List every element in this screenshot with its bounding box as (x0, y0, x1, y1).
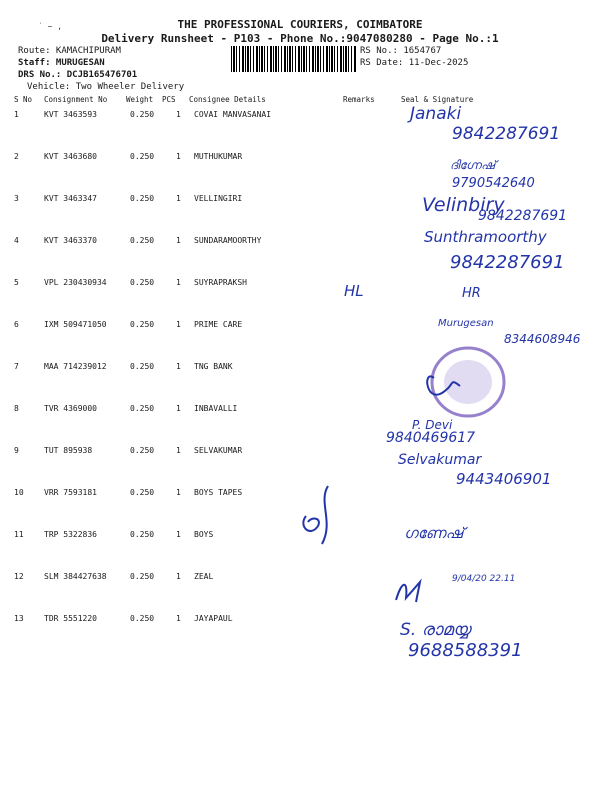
col-pcs: PCS (162, 95, 176, 104)
cell-weight: 0.250 (130, 530, 155, 539)
cell-sno: 11 (14, 530, 24, 539)
cell-pcs: 1 (176, 236, 181, 245)
remark-row5: HL (344, 282, 364, 300)
staff-label: Staff: MURUGESAN (18, 58, 105, 68)
table-row (0, 152, 600, 166)
cell-pcs: 1 (176, 320, 181, 329)
cell-name: TNG BANK (194, 362, 233, 371)
table-row (0, 404, 600, 418)
phone-row13: 9688588391 (408, 640, 523, 661)
cell-name: SUNDARAMOORTHY (194, 236, 262, 245)
phone-row4: 9842287691 (450, 252, 565, 273)
cell-pcs: 1 (176, 110, 181, 119)
cell-weight: 0.250 (130, 488, 155, 497)
cell-pcs: 1 (176, 572, 181, 581)
cell-name: BOYS (194, 530, 214, 539)
table-row (0, 194, 600, 208)
cell-weight: 0.250 (130, 236, 155, 245)
table-row (0, 278, 600, 292)
cell-sno: 10 (14, 488, 24, 497)
cell-cno: KVT 3463593 (44, 110, 97, 119)
cell-cno: TVR 4369000 (44, 404, 97, 413)
cell-pcs: 1 (176, 404, 181, 413)
cell-weight: 0.250 (130, 152, 155, 161)
cell-sno: 6 (14, 320, 19, 329)
cell-cno: VRR 7593181 (44, 488, 97, 497)
signature-row2: ദിഗ്നേഷ് (450, 158, 496, 172)
signature-row9: Selvakumar (398, 452, 482, 468)
cell-pcs: 1 (176, 488, 181, 497)
cell-name: COVAI MANVASANAI (194, 110, 272, 119)
route-label: Route: KAMACHIPURAM (18, 46, 121, 56)
signature-janaki: Janaki (410, 104, 462, 124)
remark-scribble (298, 482, 338, 552)
cell-pcs: 1 (176, 194, 181, 203)
cell-cno: TDR 5551220 (44, 614, 97, 623)
cell-name: PRIME CARE (194, 320, 243, 329)
cell-name: JAYAPAUL (194, 614, 233, 623)
cell-cno: KVT 3463370 (44, 236, 97, 245)
cell-sno: 12 (14, 572, 24, 581)
cell-sno: 7 (14, 362, 19, 371)
cell-weight: 0.250 (130, 362, 155, 371)
signature-row6: Murugesan (438, 318, 494, 329)
company-stamp (420, 338, 510, 422)
phone-row9: 9443406901 (456, 470, 552, 488)
cell-name: BOYS TAPES (194, 488, 243, 497)
rs-number: RS No.: 1654767 (360, 46, 442, 56)
company-title: THE PROFESSIONAL COURIERS, COIMBATORE (177, 18, 423, 31)
col-weight: Weight (126, 95, 154, 104)
cell-sno: 9 (14, 446, 19, 455)
phone-row6: 8344608946 (504, 332, 581, 346)
phone-row2: 9790542640 (452, 176, 535, 191)
cell-weight: 0.250 (130, 320, 155, 329)
cell-weight: 0.250 (130, 110, 155, 119)
signature-row5: HR (462, 286, 481, 301)
cell-sno: 8 (14, 404, 19, 413)
phone-row3: 9842287691 (478, 208, 568, 224)
cell-cno: TUT 895938 (44, 446, 93, 455)
cell-name: SUYRAPRAKSH (194, 278, 247, 287)
table-row (0, 614, 600, 628)
drs-label: DRS No.: DCJB165476701 (18, 70, 138, 80)
cell-cno: KVT 3463347 (44, 194, 97, 203)
signature-row8: P. Devi (412, 418, 453, 432)
cell-pcs: 1 (176, 614, 181, 623)
cell-sno: 3 (14, 194, 19, 203)
cell-weight: 0.250 (130, 404, 155, 413)
cell-pcs: 1 (176, 152, 181, 161)
cell-sno: 1 (14, 110, 19, 119)
table-row (0, 446, 600, 460)
col-seal: Seal & Signature (401, 95, 474, 104)
cell-cno: VPL 230430934 (44, 278, 107, 287)
cell-cno: TRP 5322836 (44, 530, 97, 539)
cell-name: VELLINGIRI (194, 194, 243, 203)
col-consignment: Consignment No (44, 95, 108, 104)
phone-row8: 9840469617 (386, 430, 476, 446)
phone-row1: 9842287691 (452, 124, 561, 144)
cell-weight: 0.250 (130, 194, 155, 203)
cell-name: MUTHUKUMAR (194, 152, 243, 161)
cell-name: SELVAKUMAR (194, 446, 243, 455)
cell-weight: 0.250 (130, 572, 155, 581)
scan-mark: ˙ ~ , (38, 22, 63, 31)
cell-weight: 0.250 (130, 614, 155, 623)
col-remarks: Remarks (343, 95, 375, 104)
cell-cno: SLM 384427638 (44, 572, 107, 581)
cell-cno: IXM 509471050 (44, 320, 107, 329)
cell-name: ZEAL (194, 572, 214, 581)
table-row (0, 110, 600, 124)
signature-row13: S. രാമയ്യ (400, 620, 471, 640)
signature-scribble (392, 576, 432, 606)
signature-row3: Velinbiry (422, 194, 505, 216)
cell-cno: KVT 3463680 (44, 152, 97, 161)
runsheet-subtitle: Delivery Runsheet - P103 - Phone No.:9047080280 - Page No.:1 (101, 32, 499, 45)
vehicle-label: Vehicle: Two Wheeler Delivery (27, 82, 185, 92)
cell-weight: 0.250 (130, 278, 155, 287)
signature-row11: ഗണേഷ് (404, 524, 464, 542)
cell-sno: 5 (14, 278, 19, 287)
rs-date: RS Date: 11-Dec-2025 (360, 58, 469, 68)
cell-name: INBAVALLI (194, 404, 238, 413)
col-sno: S No (14, 95, 33, 104)
cell-pcs: 1 (176, 446, 181, 455)
cell-sno: 4 (14, 236, 19, 245)
col-consignee: Consignee Details (189, 95, 266, 104)
cell-pcs: 1 (176, 362, 181, 371)
date-row12: 9/04/20 22.11 (452, 574, 516, 584)
cell-sno: 2 (14, 152, 19, 161)
cell-sno: 13 (14, 614, 24, 623)
cell-cno: MAA 714239012 (44, 362, 107, 371)
signature-row4: Sunthramoorthy (424, 228, 547, 246)
barcode (231, 46, 357, 72)
cell-weight: 0.250 (130, 446, 155, 455)
cell-pcs: 1 (176, 278, 181, 287)
table-row (0, 362, 600, 376)
cell-pcs: 1 (176, 530, 181, 539)
